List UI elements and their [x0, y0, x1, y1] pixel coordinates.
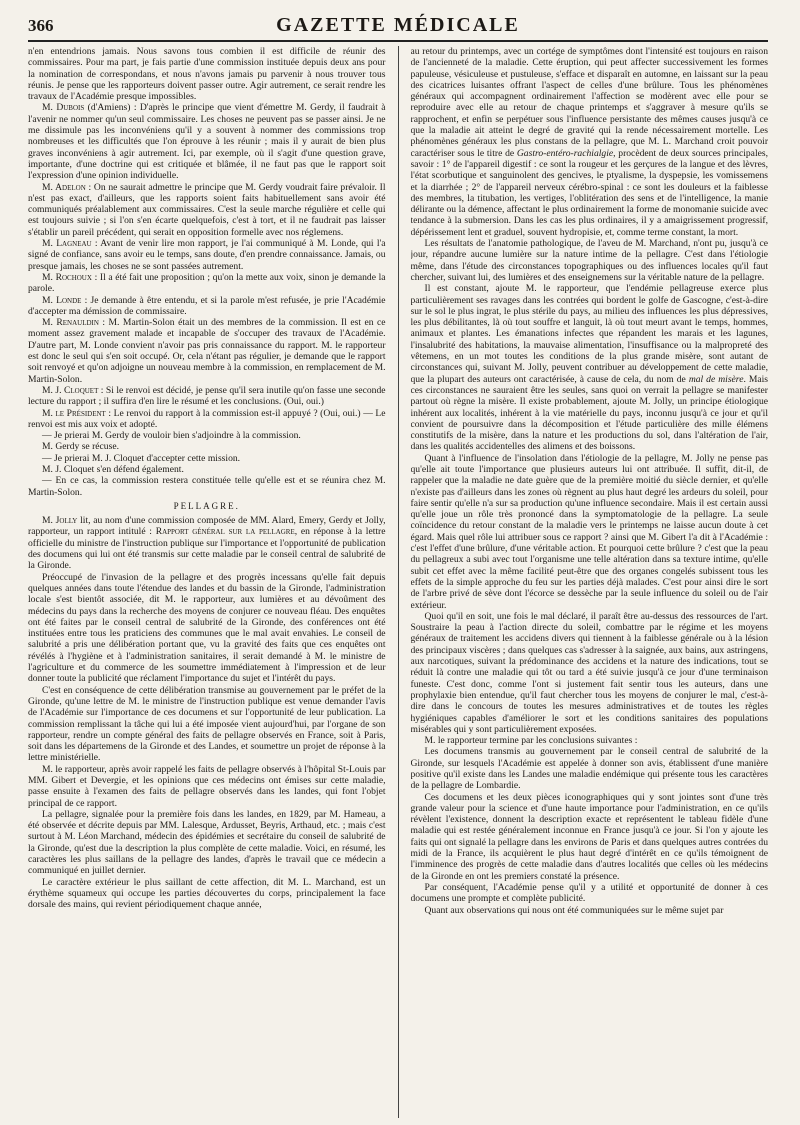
- paragraph: Les résultats de l'anatomie pathologique, de l'aveu de M. Marchand, n'ont pu, jusqu'à ce jour, répandre aucune lumière sur la nature intime de la pellagre. C'est dans l'étiologie même, dans l'étude des circonstances topographiques ou des influences locales qu'il faut chercher, suivant lui, des lumières et des enseignemens sur la véritable nature de la pellagre.: [410, 238, 768, 283]
- paragraph: n'en entendrions jamais. Nous savons tous combien il est difficile de réunir des commissaires. Pour ma part, je fais partie d'une commission instituée depuis deux ans pour la nomination de correspondans, et nous n'avons jamais pu parvenir à nous trouver tous réunis. Je pense que les rapporteurs doivent passer outre. Agir autrement, ce serait rendre les travaux de l'Académie presque impossibles.: [28, 46, 386, 103]
- paragraph: [28, 272, 386, 295]
- page-number: 366: [28, 16, 54, 35]
- paragraph: — Je prierai M. Gerdy de vouloir bien s'adjoindre à la commission.: [42, 430, 301, 442]
- paragraph: [28, 317, 386, 385]
- text: . Mais ces circonstances ne sauraient être les seules, sans quoi on verrait la pellagre se manifester partout où règne la misère. Il existe probablement, ajoute M. Jolly, un principe étiologique inhérent aux localités, inhérent à la vie matérielle du pays, inconnu jusqu'à ce jour et qu'il convient de poursuivre dans la décomposition et l'étude particulière des mille élémens constitutifs de la misère, dans la nature et les productions du sol, dans l'altération de l'air, dans les qualités accidentelles des alimens et des boissons.: [410, 373, 768, 453]
- speaker: M. Londe: [42, 294, 82, 306]
- speaker: M. le Président: [42, 407, 106, 419]
- paragraph: [411, 46, 769, 238]
- speaker: M. Adelon: [42, 181, 86, 193]
- masthead: [28, 14, 768, 38]
- italic-term: Gastro-entéro-rachialgie: [516, 147, 614, 159]
- speaker: M. Jolly: [42, 515, 78, 527]
- paragraph: Quoi qu'il en soit, une fois le mal déclaré, il paraît être au-dessus des ressources de l'art. Soustraire la peau à l'action directe du soleil, combattre par le régime et les moyens généraux de traitement les accidens divers qui tiennent à la faiblesse générale ou à la lésion des principaux viscères ; dans quelques cas s'adresser à la saignée, aux bains, aux astringens, aux narcotiques, suivant la prédominance des accidens et la nature des indications, tout se réduit là contre une maladie qui tôt ou tard a été suivie jusqu'à ce jour d'une terminaison funeste. C'est donc, comme l'ont si justement fait sentir tous les auteurs, dans une prophylaxie bien entendue, qu'il faut chercher tous les moyens de conjurer le mal, c'est-à-dire dans le concours de toutes les mesures administratives et de toutes les règles hygiéniques capables d'améliorer le sort et les conditions sanitaires des populations misérables qui y sont particulièrement exposées.: [410, 610, 768, 735]
- speaker: M. Lagneau: [42, 238, 92, 250]
- text: Il est constant, ajoute M. le rapporteur, que l'endémie pellagreuse exerce plus particulièrement ses ravages dans les contrées qui bordent le golfe de Gascogne, c'est-à-dire sur le sol le plus ingrat, le plus stérile du pays, au milieu des influences les plus dépressives, les plus débilitantes, là où tout souffre et languit, là où tout meurt avant le temps, hommes, animaux et plantes. Les émanations infectes que répandent les marais et les lagunes, l'insalubrité des habitations, la mauvaise alimentation, l'insuffisance ou la malpropreté des vêtemens, en un mot toutes les conditions de la plus grande misère, sont autant de circonstances qui, suivant M. Jolly, peuvent contribuer au développement de cette maladie, que la plupart des auteurs ont caractérisée, à cause de cela, du nom de: [410, 283, 768, 385]
- header-rule: [28, 40, 768, 42]
- speech: : Je demande à être entendu, et si la parole m'est refusée, je prie l'Académie d'accepter ma démission de commissaire.: [28, 294, 386, 317]
- speech: : Avant de venir lire mon rapport, je l'ai communiqué à M. Londe, qui l'a signé de confiance, sans avoir eu le temps, sans doute, d'en prendre connaissance. Jamais, ou presque jamais, les choses ne se sont passées autrement.: [28, 238, 386, 272]
- paragraph: Quant à l'influence de l'insolation dans l'étiologie de la pellagre, M. Jolly ne pense pas qu'elle ait toute l'importance que plusieurs auteurs lui ont attribuée. Il suffit, dit-il, de rappeler que la maladie ne date guère que de la première moitié du siècle dernier, et qu'elle n'existe pas d'ailleurs dans les zones où règnent au plus haut degré les ardeurs du soleil, pour faire sentir qu'elle n'a sur sa production qu'une influence secondaire. Mais il est certain aussi qu'elle joue un rôle très prononcé dans la symptomatologie de la pellagre. La seule coïncidence du retour constant de la maladie vers le printemps ne laisse aucun doute à cet égard. Mais quel rôle lui attribuer sous ce rapport ? ainsi que M. Gibert l'a dit à l'Académie : c'est l'effet d'une brûlure, d'une véritable action. Et pourquoi cette brûlure ? c'est que la peau du pellagreux a subi avec tout l'organisme une telle altération dans sa texture intime, qu'elle subit cet effet avec la même facilité peut-être que des organes congelés subissent tous les effets de la simple approche du feu sur les parties déjà malades. C'est pour ainsi dire le sort de l'arbre privé de sève dont l'écorce se dessèche par la seule influence du soleil ou de l'air extérieur.: [410, 452, 768, 611]
- text: lit, au nom d'une commission composée de MM. Alard, Emery, Gerdy et Jolly, rapporteur, un rapport intitulé :: [28, 515, 386, 538]
- paragraph: [411, 283, 769, 452]
- speech: : M. Martin-Solon était un des membres de la commission. Il est en ce moment assez gravement malade et incapable de s'occuper des travaux de l'Académie. D'autre part, M. Londe convient n'avoir pas pris connaissance du rapport. M. le rapporteur est donc le seul qui s'en soit occupé. Or, cela n'étant pas régulier, je demande que le rapport soit renvoyé et qu'on adjoigne un nouveau membre à la commission, en remplacement de M. Martin-Solon.: [28, 317, 386, 385]
- paragraph: [28, 295, 386, 318]
- text-columns: [28, 46, 768, 1118]
- paragraph: Quant aux observations qui nous ont été communiquées sur le même sujet par: [424, 904, 724, 916]
- paragraph: [28, 515, 386, 571]
- text: , en réponse à la lettre officielle du ministre de l'instruction publique sur l'importance et l'opportunité de publication des documens qui lui ont été transmis sur cette maladie par le conseil central de salubrité de la Gironde.: [28, 526, 386, 572]
- speaker: M. Renauldin: [42, 317, 99, 329]
- paragraph: La pellagre, signalée pour la première fois dans les landes, en 1829, par M. Hameau, a été observée et décrite depuis par MM. Lalesque, Ardusset, Beyris, Arthaud, etc. ; mais c'est surtout à M. Léon Marchand, médecin des épidémies et secrétaire du conseil de salubrité de la Gironde, qu'est due la description la plus complète de cette maladie. Voici, en résumé, les caractères les plus saillans de la pellagre des landes, d'après le travail que ce médecin a communiqué en juillet dernier.: [28, 808, 386, 877]
- paragraph: — En ce cas, la commission restera constituée telle qu'elle est et se réunira chez M. Martin-Solon.: [28, 475, 386, 498]
- paragraph: C'est en conséquence de cette délibération transmise au gouvernement par le préfet de la Gironde, qu'une lettre de M. le ministre de l'instruction publique est venue demander l'avis de l'Académie sur l'importance de ces documens et sur l'opportunité de leur publication. La commission remplissant la tâche qui lui a été imposée vient aujourd'hui, par l'organe de son rapporteur, rendre un compte général des faits de pellagre observés en France, soit à Paris, soit dans les départemens de la Gironde et des Landes, et soumettre un projet de réponse à la lettre ministérielle.: [28, 684, 386, 764]
- paragraph: M. J. Cloquet s'en défend également.: [42, 463, 184, 475]
- running-title: GAZETTE MÉDICALE: [276, 14, 520, 36]
- italic-term: mal de misère: [688, 373, 744, 385]
- paragraph: M. Gerdy se récuse.: [42, 441, 119, 453]
- paragraph: [28, 102, 386, 181]
- speech: : On ne saurait admettre le principe que M. Gerdy voudrait faire prévaloir. Il n'est pas exact, d'ailleurs, que les rapports soient faits habituellement sans avoir été communiqués préalablement aux commissaires. C'est la seule marche régulière et celle qui est toujours suivie ; si l'on s'en écarte quelquefois, c'est à tort, et il ne faudrait pas laisser s'établir un pareil précédent, qui serait en opposition formelle avec nos réglemens.: [28, 181, 386, 238]
- speech: : Il a été fait une proposition ; qu'on la mette aux voix, sinon je demande la parole.: [28, 271, 386, 295]
- paragraph: Les documens transmis au gouvernement par le conseil central de salubrité de la Gironde, sur lesquels l'Académie est appelée à donner son avis, établissent d'une manière positive qu'il existe dans les Landes une maladie endémique qui présente tous les caractères de la pellagre de Lombardie.: [410, 746, 768, 792]
- paragraph: [28, 238, 386, 272]
- paragraph: [28, 385, 386, 408]
- paragraph: Le caractère extérieur le plus saillant de cette affection, dit M. L. Marchand, est un érythème squameux qui occupe les parties découvertes du corps, principalement la face dorsale des mains, qui revient périodiquement chaque année,: [28, 876, 386, 911]
- speech: : Le renvoi du rapport à la commission est-il appuyé ? (Oui, oui.) — Le renvoi est mis aux voix et adopté.: [28, 407, 386, 430]
- paragraph: M. le rapporteur termine par les conclusions suivantes :: [424, 735, 638, 747]
- left-column: [28, 46, 386, 1118]
- speaker: M. Dubois: [42, 102, 85, 114]
- speech: : Si le renvoi est décidé, je pense qu'il sera inutile qu'on fasse une seconde lecture du rapport ; il suffira d'en lire le résumé et les conclusions. (Oui, oui.): [28, 384, 386, 408]
- speaker: M. Rochoux: [42, 271, 92, 283]
- paragraph: Préoccupé de l'invasion de la pellagre et des progrès incessans qu'elle fait depuis quelques années dans toute l'étendue des landes et du bassin de la Gironde, l'administration locale s'est bientôt associée, dit M. le rapporteur, aux lumières et au dévoûment des médecins du pays dans la recherche des moyens de conjurer ce nouveau fléau. Des enquêtes ont été faites par le conseil central de salubrité de la Gironde, des conférences ont été instituées entre tous les praticiens des communes que le mal avait envahies. Le conseil de salubrité a pris une délibération portant que, vu la gravité des faits que ces enquêtes ont révélés à l'hygiène et à l'administration sanitaires, il serait demandé à M. le ministre de l'agriculture et du commerce de les soumettre immédiatement à l'impression et de leur donner toute la publicité que réclament l'importance du sujet et l'intérêt du pays.: [28, 571, 386, 685]
- column-divider: [398, 46, 399, 1118]
- section-heading: PELLAGRE.: [173, 500, 240, 511]
- paragraph: — Je prierai M. J. Cloquet d'accepter cette mission.: [42, 452, 241, 464]
- paragraph: Par conséquent, l'Académie pense qu'il y a utilité et opportunité de donner à ces documens une prompte et complète publicité.: [410, 881, 768, 905]
- speech: (d'Amiens) : D'après le principe que vient d'émettre M. Gerdy, il faudrait à l'avenir ne nommer qu'un seul commissaire. Les choses ne peuvent pas se passer ainsi. Je ne me dissimule pas les inconvéniens qu'il y a souvent à nommer des commissions trop nombreuses et les difficultés que l'on éprouve à les réunir ; mais il y aurait de bien plus graves inconvéniens à agir autrement. Ici, par exemple, où il s'agit d'une question grave, importante, d'une doctrine qui est critiquée et blâmée, il ne faut pas que le rapport soit l'expression d'une opinion individuelle.: [28, 102, 386, 182]
- right-column: [411, 46, 769, 1118]
- text: au retour du printemps, avec un cortége de symptômes dont l'intensité est toujours en raison de l'ancienneté de la maladie. Cette éruption, qui peut affecter successivement les formes papuleuse, vésiculeuse et pustuleuse, s'efface et disparaît en automne, en laissant sur la peau des cicatrices luisantes offrant l'aspect de celles d'une brûlure. Tous les phénomènes généraux qui accompagnent ordinairement l'affection se modèrent avec elle pour se reproduire avec elle au retour de chaque printemps et s'aggraver à mesure qu'ils se rapprochent, et enfin se perpétuer sous l'influence persistante des mêmes causes jusqu'à ce que la maladie ait atteint le degré de gravité qui la rende nécessairement mortelle. Les phénomènes généraux les plus constans de la pellagre, que M. L. Marchand croit pouvoir caractériser sous le titre de: [410, 46, 768, 159]
- speaker: M. J. Cloquet: [42, 384, 99, 396]
- report-title: Rapport général sur la pellagre: [155, 526, 295, 538]
- paragraph: [28, 408, 386, 431]
- paragraph: M. le rapporteur, après avoir rappelé les faits de pellagre observés à l'hôpital St-Louis par MM. Gibert et Devergie, et les opinions que ces médecins ont émises sur cette maladie, passe ensuite à l'examen des faits de pellagre observés dans les landes, qui font l'objet principal de ce rapport.: [28, 763, 386, 809]
- text: , procèdent de deux sources principales, savoir : 1° de l'appareil digestif : ce sont la rougeur et les gerçures de la langue et des lèvres, l'état scorbutique et sanguinolent des gencives, le ptyalisme, la dyspepsie, les vomissemens et la diarrhée ; 2° de l'appareil nerveux cérébro-spinal : ce sont les douleurs et la faiblesse des membres, la titubation, les vertiges, l'oblitération des sens et de l'intelligence, la manie délirante ou la démence, affectant le plus ordinairement la forme de monomanie suicide avec tendance à la submersion. Dans les cas les plus ordinaires, il y a amaigrissement progressif, dépérissement lent et graduel, souvent hydropisie, et, comme terme constant, la mort.: [410, 147, 768, 238]
- paragraph: Ces documens et les deux pièces iconographiques qui y sont jointes sont d'une très grande valeur pour la science et d'une haute importance pour l'administration, en ce qu'ils révèlent l'existence, donnent la description exacte et représentent le tableau fidèle d'une maladie qui est restée généralement inconnue en France jusqu'à ce jour. Si l'on y ajoute les faits qui ont signalé la pellagre dans les environs de Paris et dans quelques autres contrées du midi de la France, ils acquièrent le plus haut degré d'intérêt en ce qu'ils témoignent de l'imminence des progrès de cette maladie dans d'autres localités que celles où les médecins de la Gironde en ont les premiers constaté la présence.: [410, 791, 768, 882]
- paragraph: [28, 182, 386, 238]
